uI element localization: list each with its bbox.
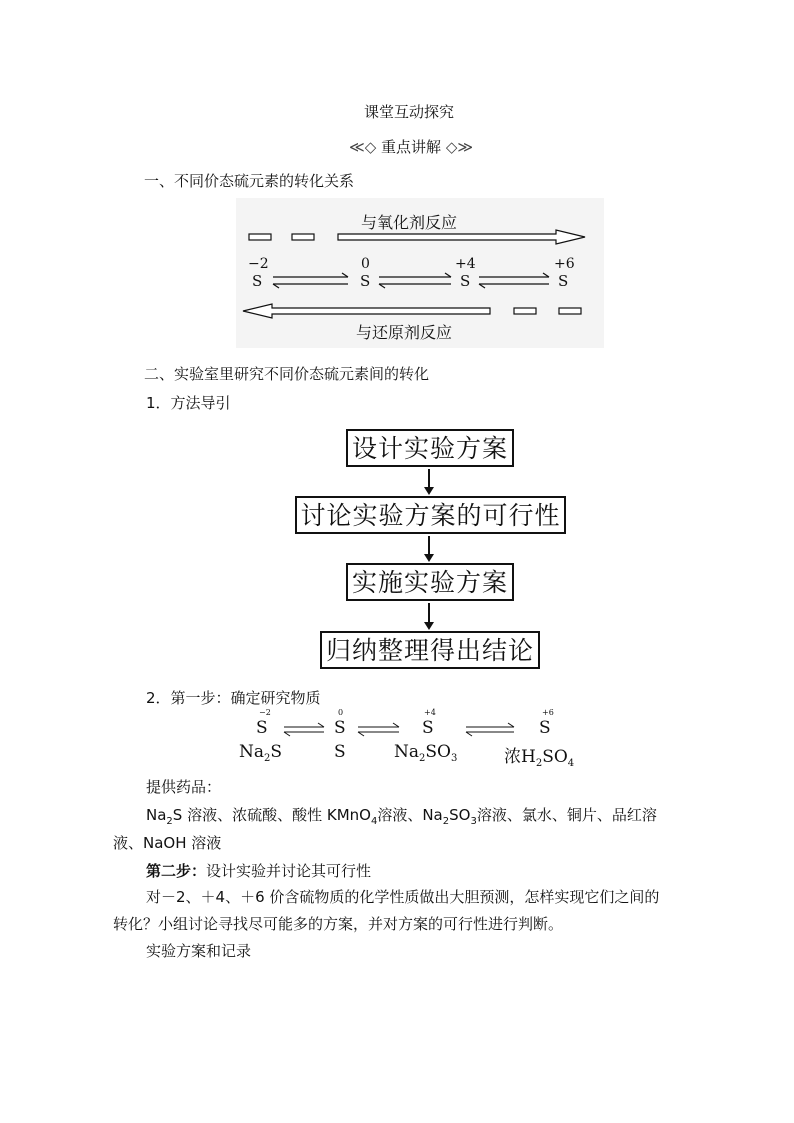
ox-state: 0 <box>338 708 344 717</box>
reduce-label: 与还原剂反应 <box>356 323 453 342</box>
ox-state: +6 <box>542 708 554 717</box>
paragraph-line1: 对－2、＋4、＋6 价含硫物质的化学性质做出大胆预测，怎样实现它们之间的 <box>146 888 660 906</box>
flow-arrow-icon <box>428 603 430 628</box>
flow-arrow-icon <box>428 536 430 560</box>
flow-arrow-icon <box>428 469 430 493</box>
species-formula: $Na_2SO_3$ <box>394 742 458 764</box>
right-ornament-icon: ◇≫ <box>445 138 474 156</box>
dash-shape <box>559 308 581 314</box>
state-ox: +4 <box>455 256 476 272</box>
step3-rest: 设计实验并讨论其可行性 <box>206 862 372 880</box>
sulfur-symbol: S <box>539 718 551 738</box>
species-formula: S <box>334 742 346 762</box>
reduce-arrow-icon <box>243 304 490 318</box>
subtitle-row <box>349 136 473 157</box>
paragraph-line2: 转化？小组讨论寻找尽可能多的方案，并对方案的可行性进行判断。 <box>113 915 564 933</box>
state-ox: +6 <box>554 256 575 272</box>
subtitle: 重点讲解 <box>381 138 442 156</box>
page-title: 课堂互动探究 <box>364 103 455 121</box>
sulfur-symbol: S <box>334 718 346 738</box>
state-ox: 0 <box>361 256 370 272</box>
step2-label: 2．第一步：确定研究物质 <box>146 689 321 707</box>
reagents-label: 提供药品： <box>146 778 222 796</box>
flow-box-discuss: 讨论实验方案的可行性 <box>295 496 566 534</box>
state-element: S <box>360 272 371 290</box>
species-formula: $Na_2S$ <box>239 742 283 764</box>
state-element: S <box>252 272 263 290</box>
dash-shape <box>292 234 314 240</box>
record-label: 实验方案和记录 <box>146 942 252 960</box>
state-ox: −2 <box>248 256 269 272</box>
flow-box-implement: 实施实验方案 <box>346 563 514 601</box>
step3-label <box>146 860 371 881</box>
step3-bold: 第二步： <box>146 862 207 880</box>
left-ornament-icon: ≪◇ <box>349 138 377 156</box>
species-formula: 浓$H_2SO_4$ <box>504 747 575 769</box>
oxidize-label: 与氧化剂反应 <box>361 213 458 232</box>
sulfur-symbol: S <box>422 718 434 738</box>
reagents-line1: $Na_2S$ 溶液、浓硫酸、酸性 KMnO$_4$溶液、$Na_2SO_3$溶液、氯水、铜片、品红溶 <box>146 806 657 827</box>
ox-state: −2 <box>259 708 271 717</box>
dash-shape <box>249 234 271 240</box>
section1-heading: 一、不同价态硫元素的转化关系 <box>144 172 355 190</box>
species-chain <box>236 706 596 768</box>
state-element: S <box>460 272 471 290</box>
sulfur-symbol: S <box>256 718 268 738</box>
dash-shape <box>514 308 536 314</box>
sulfur-valence-diagram <box>236 198 604 348</box>
section2-heading: 二、实验室里研究不同价态硫元素间的转化 <box>144 365 430 383</box>
state-element: S <box>558 272 569 290</box>
flow-box-conclude: 归纳整理得出结论 <box>320 631 540 669</box>
step1-label: 1．方法导引 <box>146 394 231 412</box>
reagents-line2: 液、NaOH 溶液 <box>113 834 222 852</box>
ox-state: +4 <box>424 708 436 717</box>
flow-box-design: 设计实验方案 <box>346 429 514 467</box>
